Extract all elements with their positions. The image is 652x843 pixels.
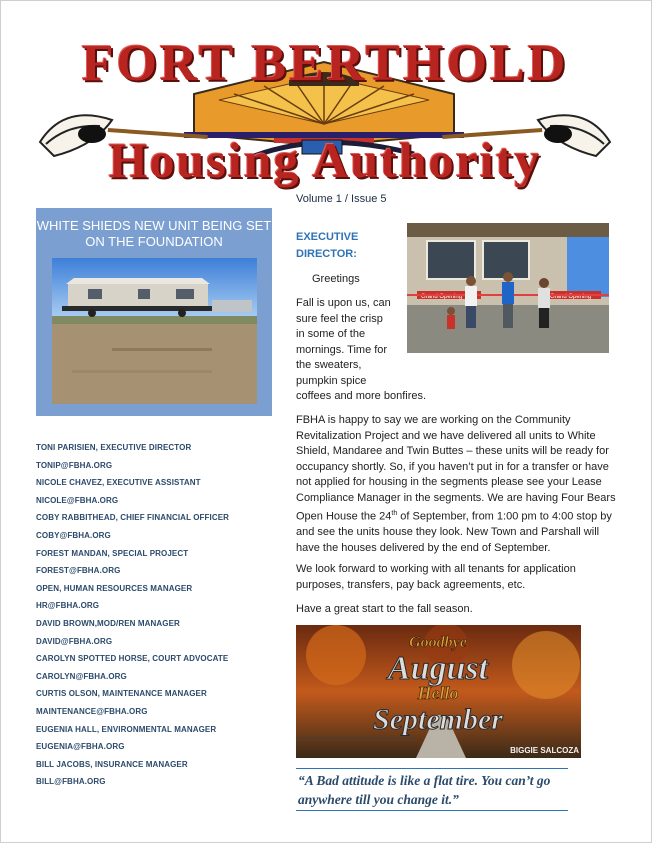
feature-photo-caption: WHITE SHIEDS NEW UNIT BEING SET ON THE FOUNDATION [36, 218, 272, 249]
staff-line: EUGENIA HALL, ENVIRONMENTAL MANAGER [36, 724, 217, 734]
staff-email[interactable]: HR@FBHA.ORG [36, 601, 100, 611]
paragraph-tenants: We look forward to working with all tenants for application purposes, transfers, pay back agreements, etc. [296, 563, 576, 591]
banner-credit: BIGGIE SALCOZA [510, 746, 579, 755]
staff-line: DAVID BROWN,MOD/REN MANAGER [36, 618, 180, 628]
issue-volume: Volume 1 / Issue 5 [296, 193, 387, 205]
quote-rule-bottom [296, 810, 568, 811]
staff-line: COBY RABBITHEAD, CHIEF FINANCIAL OFFICER [36, 513, 230, 523]
paragraph-closing: Have a great start to the fall season. [296, 603, 473, 615]
quote-rule-top [296, 768, 568, 769]
staff-email[interactable]: COBY@FBHA.ORG [36, 530, 111, 540]
staff-line: BILL JACOBS, INSURANCE MANAGER [36, 759, 188, 769]
greeting: Greetings [312, 273, 360, 285]
section-heading: EXECUTIVE DIRECTOR: [296, 231, 359, 260]
staff-email[interactable]: BILL@FBHA.ORG [36, 777, 106, 787]
masthead [34, 34, 616, 188]
para1-text: FBHA is happy to say we are working on the Community Revitalization Project and we have delivered all units to White Shield, Mandaree and Twin Buttes – these units will be ready for occupancy shortly. So, if you haven’t put in for a transfer or have not applied for housing in the segments please see your Lease Compliance Manager in the segments. We are having Four Bears Open House the 24 [296, 414, 616, 523]
staff-email[interactable]: EUGENIA@FBHA.ORG [36, 742, 125, 752]
open-house-photo [407, 223, 609, 353]
goodbye-august-banner [296, 625, 581, 758]
masthead-title-top: FORT BERTHOLD [81, 35, 569, 92]
staff-line: OPEN, HUMAN RESOURCES MANAGER [36, 583, 193, 593]
masthead-title-bottom: Housing Authority [108, 132, 542, 188]
banner-left-label: Grand Opening [421, 294, 463, 300]
banner-line-3: Hello [417, 683, 459, 703]
staff-line: NICOLE CHAVEZ, EXECUTIVE ASSISTANT [36, 478, 201, 488]
para1-text-cont: of September, from 1:00 pm to 4:00 stop by and see the units house they look. New Town and Parshall will have the houses delivered by the end of September. [296, 510, 612, 554]
unit-photo [52, 258, 257, 404]
staff-line: TONI PARISIEN, EXECUTIVE DIRECTOR [36, 443, 192, 452]
staff-line: CAROLYN SPOTTED HORSE, COURT ADVOCATE [36, 654, 229, 664]
feature-photo-box [36, 208, 272, 416]
paragraph-community-project [296, 413, 618, 556]
banner-line-2: August [387, 650, 489, 687]
staff-email[interactable]: NICOLE@FBHA.ORG [36, 495, 119, 505]
closing-quote: “A Bad attitude is like a flat tire. You can’t go anywhere till you change it.” [298, 773, 551, 807]
staff-directory [36, 439, 276, 791]
para1-superscript: th [391, 510, 398, 517]
staff-line: CURTIS OLSON, MAINTENANCE MANAGER [36, 689, 207, 699]
intro-text: Fall is upon us, can sure feel the crisp in some of the mornings. Time for the sweaters, pumpkin spice coffees and more bonfires. [296, 297, 427, 402]
banner-right-label: Grand Opening [550, 294, 592, 300]
staff-email[interactable]: MAINTENANCE@FBHA.ORG [36, 706, 148, 716]
staff-line: FOREST MANDAN, SPECIAL PROJECT [36, 548, 189, 558]
staff-email[interactable]: FOREST@FBHA.ORG [36, 566, 121, 576]
staff-email[interactable]: TONIP@FBHA.ORG [36, 460, 113, 470]
staff-email[interactable]: DAVID@FBHA.ORG [36, 636, 113, 646]
banner-line-1: Goodbye [409, 634, 467, 651]
staff-email[interactable]: CAROLYN@FBHA.ORG [36, 671, 127, 681]
banner-line-4: September [373, 703, 503, 736]
